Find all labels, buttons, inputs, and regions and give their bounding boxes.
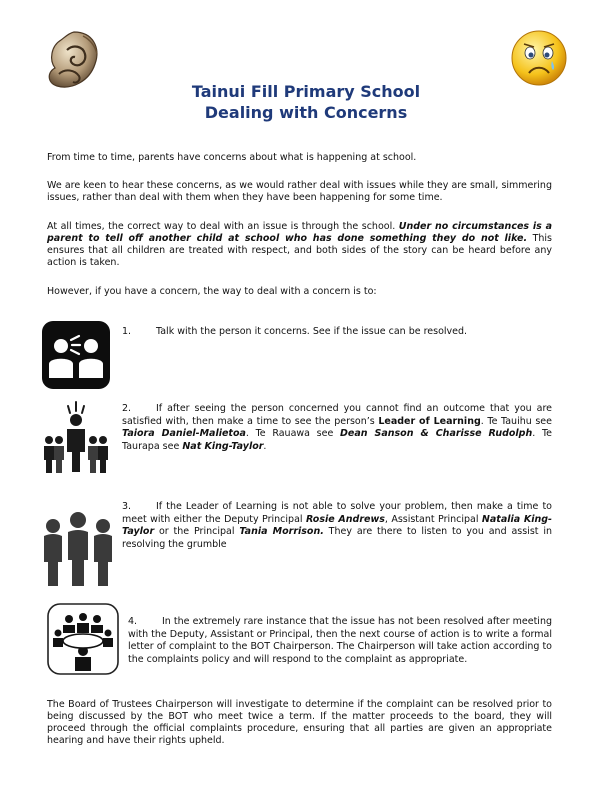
leader-of-learning: Leader of Learning <box>378 415 481 427</box>
step-2-text-a: If after seeing the person concerned you cannot find an outcome that you are satisfied with, then make a time to see the person’s <box>122 403 552 427</box>
three-people-icon <box>40 508 116 588</box>
name-natalia: Natalia King-Taylor <box>122 513 552 537</box>
step-3-text-c: or the Principal <box>154 526 240 537</box>
step-4-text: In the extremely rare instance that the issue has not been resolved after meeting with the Deputy, Assistant or Principal, then the next course of action is to write a formal letter of complaint to the BOT Chairperson. The Chairperson will take action according to the complaints policy and will respond to the complaint as appropriate. <box>128 616 552 665</box>
intro-p3-tail: This ensures that all children are treated with respect, and both sides of the story can be heard before any action is taken. <box>47 233 553 268</box>
meeting-table-icon <box>47 603 119 675</box>
intro-paragraph-2: We are keen to hear these concerns, as we would rather deal with issues while they are small, simmering issues, rather than deal with them when they have been happening for some time. <box>47 180 552 203</box>
name-taiora: Taiora Daniel-Malietoa <box>122 428 246 439</box>
worried-face-icon <box>509 28 569 88</box>
school-name: Tainui Fill Primary School <box>191 82 421 101</box>
name-tania: Tania Morrison. <box>239 526 324 537</box>
step-4-number: 4. <box>128 616 138 627</box>
step-1-text: Talk with the person it concerns. See if the issue can be resolved. <box>156 326 468 337</box>
intro-p3-lead: At all times, the correct way to deal with an issue is through the school. <box>47 221 399 232</box>
step-2-number: 2. <box>122 403 132 414</box>
step-3 <box>122 501 552 551</box>
step-1-number: 1. <box>122 326 132 337</box>
intro-paragraph-1: From time to time, parents have concerns about what is happening at school. <box>47 152 417 163</box>
step-3-text-b: , Assistant Principal <box>384 513 482 525</box>
document-title: Dealing with Concerns <box>204 103 408 122</box>
step-2-text-c: . Te Rauawa see <box>245 428 341 439</box>
step-1 <box>122 326 552 339</box>
step-3-number: 3. <box>122 501 132 512</box>
closing-paragraph: The Board of Trustees Chairperson will investigate to determine if the complaint can be resolved prior to being discussed by the BOT who meet twice a term. If the matter proceeds to the board, they will proceed through the official complaints procedure, ensuring that all parties are given an appropriate hearing and have their rights upheld. <box>47 699 552 746</box>
name-rosie: Rosie Andrews <box>305 513 385 525</box>
step-2-text-e: . <box>263 440 267 452</box>
intro-p3-emphasis: Under no circumstances is a parent to tell off another child at school who has done something they do not like. <box>47 221 552 244</box>
step-3-text-d: They are there to listen to you and assist in resolving the grumble <box>122 526 552 550</box>
step-2 <box>122 403 552 453</box>
two-people-talking-icon <box>41 320 111 390</box>
intro-paragraph-3 <box>47 221 552 269</box>
step-3-text-a: If the Leader of Learning is not able to solve your problem, then make a time to meet with either the Deputy Principal <box>122 501 552 525</box>
step-2-text-d: . Te Taurapa see <box>122 428 552 452</box>
leader-with-group-icon <box>40 400 112 476</box>
step-2-text-b: . Te Tauihu see <box>480 415 552 427</box>
name-nat: Nat King-Taylor <box>182 440 264 452</box>
intro-paragraph-4: However, if you have a concern, the way to deal with a concern is to: <box>47 286 377 297</box>
step-4 <box>128 616 552 666</box>
name-dean-charisse: Dean Sanson & Charisse Rudolph <box>340 428 533 439</box>
